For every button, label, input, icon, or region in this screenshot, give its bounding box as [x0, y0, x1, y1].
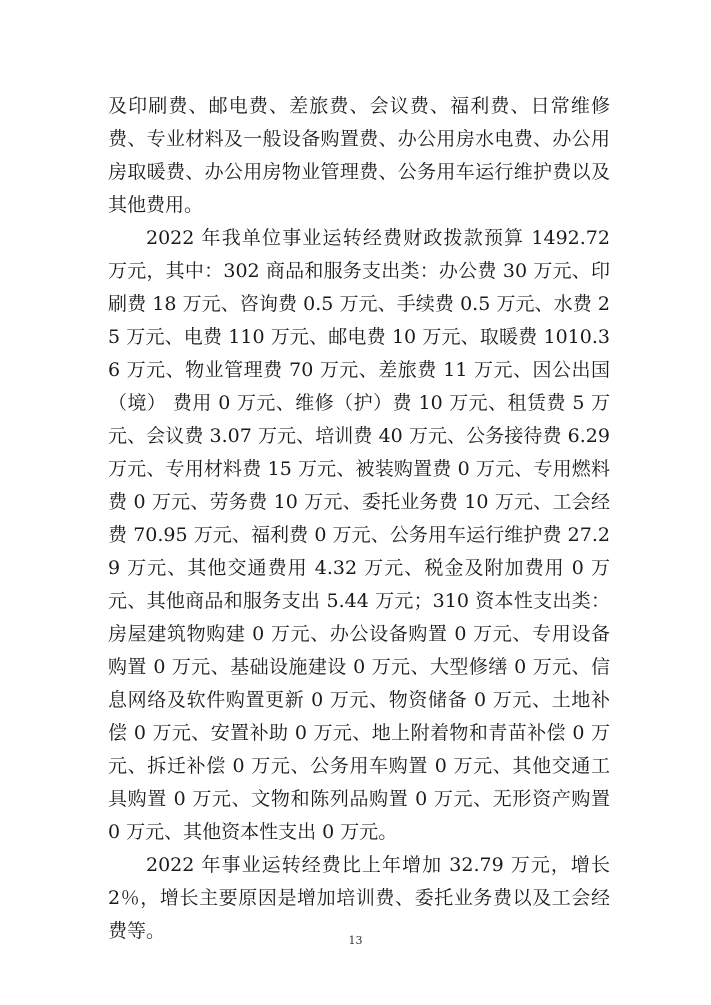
paragraph-continuation: 及印刷费、邮电费、差旅费、会议费、福利费、日常维修费、专业材料及一般设备购置费、办公用房水电费、办公用房取暖费、办公用房物业管理费、公务用车运行维护费以及其他费用。	[108, 95, 610, 216]
paragraph-budget-details: 2022 年我单位事业运转经费财政拨款预算 1492.72 万元，其中：302 商品和服务支出类：办公费 30 万元、印刷费 18 万元、咨询费 0.5 万元、手续费 0.5 万元、水费 25 万元、电费 110 万元、邮电费 10 万元、取暖费 1010.36 万元、物业管理费 70 万元、差旅费 11 万元、因公出国（境） 费用 0 万元、维修（护）费 10 万元、租赁费 5 万元、会议费 3.07 万元、培训费 40 万元、公务接待费 6.29 万元、专用材料费 15 万元、被装购置费 0 万元、专用燃料费 0 万元、劳务费 10 万元、委托业务费 10 万元、工会经费 70.95 万元、福利费 0 万元、公务用车运行维护费 27.29 万元、其他交通费用 4.32 万元、税金及附加费用 0 万元、其他商品和服务支出 5.44 万元；310 资本性支出类：房屋建筑物购建 0 万元、办公设备购置 0 万元、专用设备购置 0 万元、基础设施建设 0 万元、大型修缮 0 万元、信息网络及软件购置更新 0 万元、物资储备 0 万元、土地补偿 0 万元、安置补助 0 万元、地上附着物和青苗补偿 0 万元、拆迁补偿 0 万元、公务用车购置 0 万元、其他交通工具购置 0 万元、文物和陈列品购置 0 万元、无形资产购置 0 万元、其他资本性支出 0 万元。	[108, 227, 610, 843]
paragraph-year-comparison: 2022 年事业运转经费比上年增加 32.79 万元，增长 2％，增长主要原因是增加培训费、委托业务费以及工会经费等。	[108, 854, 610, 942]
page-number: 13	[348, 934, 363, 947]
body-text	[108, 90, 610, 948]
